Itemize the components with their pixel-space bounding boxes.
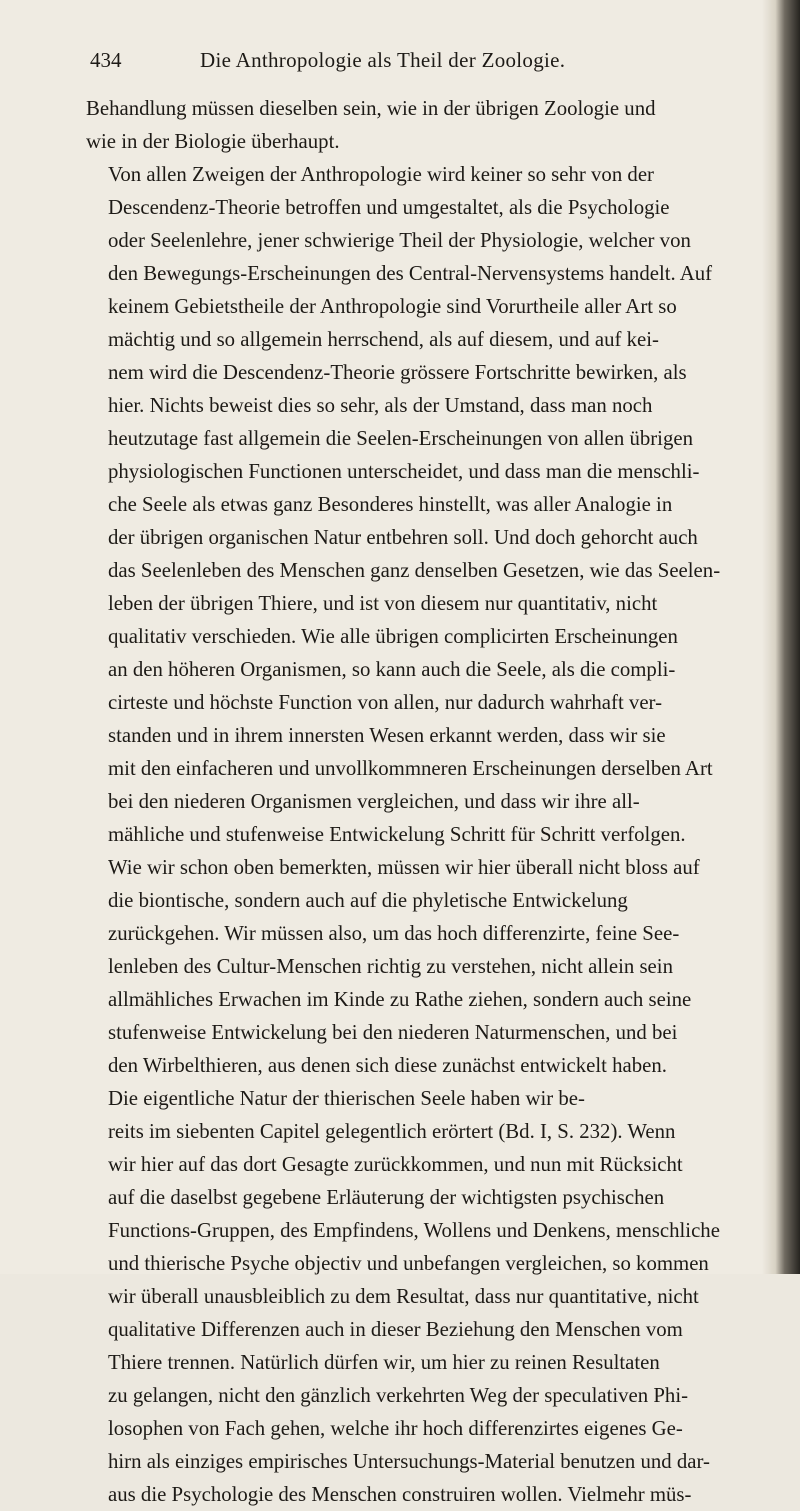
- text-line: stufenweise Entwickelung bei den niederen Naturmenschen, und bei: [108, 1021, 678, 1044]
- text-line: zu gelangen, nicht den gänzlich verkehrten Weg der speculativen Phi-: [108, 1384, 689, 1407]
- running-title: Die Anthropologie als Theil der Zoologie.: [200, 48, 566, 72]
- text-line: Behandlung müssen dieselben sein, wie in der übrigen Zoologie und: [86, 97, 656, 120]
- text-line: das Seelenleben des Menschen ganz denselben Gesetzen, wie das Seelen-: [108, 559, 721, 582]
- text-line: Wie wir schon oben bemerkten, müssen wir hier überall nicht bloss auf: [108, 856, 700, 879]
- page-number: 434: [90, 48, 122, 72]
- text-line: den Wirbelthieren, aus denen sich diese zunächst entwickelt haben.: [108, 1054, 667, 1077]
- text-line: leben der übrigen Thiere, und ist von diesem nur quantitativ, nicht: [108, 592, 658, 615]
- text-line: losophen von Fach gehen, welche ihr hoch differenzirtes eigenes Ge-: [108, 1417, 683, 1440]
- body-text: [86, 92, 756, 1511]
- text-line: die biontische, sondern auch auf die phyletische Entwickelung: [108, 889, 628, 912]
- text-line: Die eigentliche Natur der thierischen Seele haben wir be-: [108, 1087, 585, 1110]
- text-line: hier. Nichts beweist dies so sehr, als der Umstand, dass man noch: [108, 394, 653, 417]
- text-line: wir hier auf das dort Gesagte zurückkommen, und nun mit Rücksicht: [108, 1153, 683, 1176]
- text-line: qualitative Differenzen auch in dieser Beziehung den Menschen vom: [108, 1318, 683, 1341]
- text-line: lenleben des Cultur-Menschen richtig zu verstehen, nicht allein sein: [108, 955, 673, 978]
- text-line: hirn als einziges empirisches Untersuchungs-Material benutzen und dar-: [108, 1450, 710, 1473]
- text-line: aus die Psychologie des Menschen construiren wollen. Vielmehr müs-: [108, 1483, 692, 1506]
- text-line: Descendenz-Theorie betroffen und umgestaltet, als die Psychologie: [108, 196, 670, 219]
- text-line: reits im siebenten Capitel gelegentlich erörtert (Bd. I, S. 232). Wenn: [108, 1120, 676, 1143]
- text-line: Functions-Gruppen, des Empfindens, Wollens und Denkens, menschliche: [108, 1219, 720, 1242]
- text-line: Von allen Zweigen der Anthropologie wird keiner so sehr von der: [108, 163, 654, 186]
- paragraph: [86, 92, 756, 158]
- text-line: der übrigen organischen Natur entbehren soll. Und doch gehorcht auch: [108, 526, 698, 549]
- text-line: wir überall unausbleiblich zu dem Resultat, dass nur quantitative, nicht: [108, 1285, 699, 1308]
- text-line: qualitativ verschieden. Wie alle übrigen complicirten Erscheinungen: [108, 625, 678, 648]
- text-line: auf die daselbst gegebene Erläuterung der wichtigsten psychischen: [108, 1186, 665, 1209]
- text-line: che Seele als etwas ganz Besonderes hinstellt, was aller Analogie in: [108, 493, 673, 516]
- text-line: cirteste und höchste Function von allen, nur dadurch wahrhaft ver-: [108, 691, 662, 714]
- text-line: an den höheren Organismen, so kann auch die Seele, als die compli-: [108, 658, 676, 681]
- text-line: heutzutage fast allgemein die Seelen-Erscheinungen von allen übrigen: [108, 427, 693, 450]
- text-line: den Bewegungs-Erscheinungen des Central-Nervensystems handelt. Auf: [108, 262, 713, 285]
- text-line: nem wird die Descendenz-Theorie grössere Fortschritte bewirken, als: [108, 361, 687, 384]
- text-line: standen und in ihrem innersten Wesen erkannt werden, dass wir sie: [108, 724, 666, 747]
- text-line: Thiere trennen. Natürlich dürfen wir, um hier zu reinen Resultaten: [108, 1351, 660, 1374]
- text-line: wie in der Biologie überhaupt.: [86, 130, 340, 153]
- running-header: [90, 48, 752, 76]
- text-line: keinem Gebietstheile der Anthropologie sind Vorurtheile aller Art so: [108, 295, 677, 318]
- paragraph: [86, 158, 756, 1082]
- text-line: allmähliches Erwachen im Kinde zu Rathe ziehen, sondern auch seine: [108, 988, 692, 1011]
- text-line: und thierische Psyche objectiv und unbefangen vergleichen, so kommen: [108, 1252, 709, 1275]
- text-line: mähliche und stufenweise Entwickelung Schritt für Schritt verfolgen.: [108, 823, 686, 846]
- text-line: oder Seelenlehre, jener schwierige Theil der Physiologie, welcher von: [108, 229, 691, 252]
- page-edge-shadow: [762, 0, 800, 1274]
- text-line: mächtig und so allgemein herrschend, als auf diesem, und auf kei-: [108, 328, 659, 351]
- text-line: mit den einfacheren und unvollkommneren Erscheinungen derselben Art: [108, 757, 713, 780]
- text-line: physiologischen Functionen unterscheidet, und dass man die menschli-: [108, 460, 700, 483]
- paragraph: [86, 1082, 756, 1511]
- text-line: bei den niederen Organismen vergleichen, und dass wir ihre all-: [108, 790, 640, 813]
- text-line: zurückgehen. Wir müssen also, um das hoch differenzirte, feine See-: [108, 922, 680, 945]
